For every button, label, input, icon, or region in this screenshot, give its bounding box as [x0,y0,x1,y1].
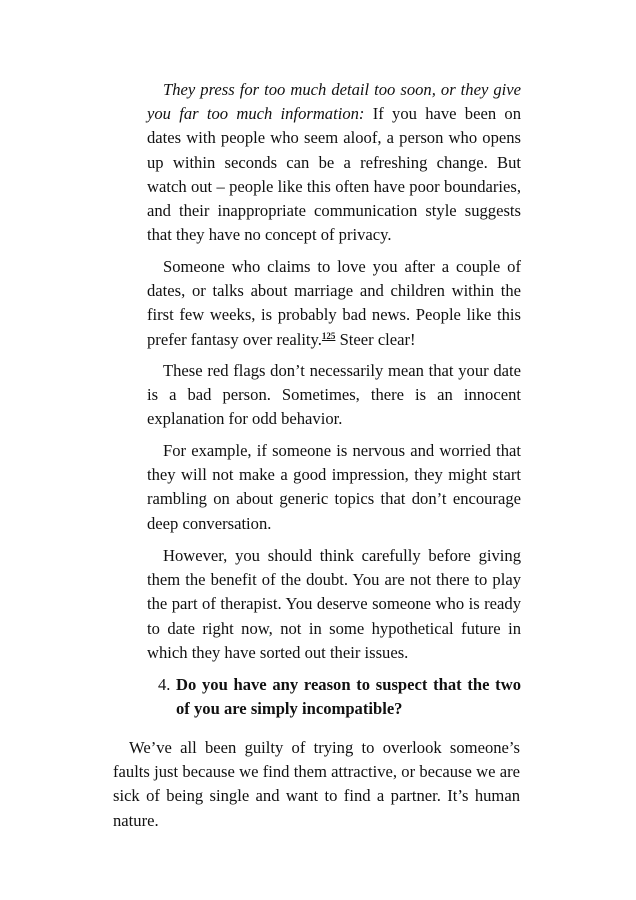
list-number: 4. [158,675,171,694]
paragraph-red-flags-caveat: These red flags don’t necessarily mean that your date is a bad person. Sometimes, there is an innocent explanation for odd behavior. [147,361,521,429]
paragraph-love-too-soon [147,255,521,352]
paragraph-body: If you have been on dates with people who seem aloof, a person who opens up within seconds can be a refreshing change. But watch out – people like this often have poor boundaries, and their inappropriate communication style suggests that they have no concept of privacy. [147,104,521,245]
footnote-reference[interactable]: 125 [321,330,336,341]
paragraph-nervous-example: For example, if someone is nervous and worried that they will not make a good impression, they might start rambling on about generic topics that don’t encourage deep conversation. [147,441,521,533]
list-question-text: Do you have any reason to suspect that the two of you are simply incompatible? [176,675,521,719]
paragraph-tail: Steer clear! [335,329,416,349]
numbered-question-item [147,673,521,721]
paragraph-red-flags-detail [147,78,521,247]
paragraph-benefit-of-doubt: However, you should think carefully before giving them the benefit of the doubt. You are not there to play the part of therapist. You deserve someone who is ready to date right now, not in some hypothetical future in which they have sorted out their issues. [147,546,521,662]
paragraph-overlook-faults: We’ve all been guilty of trying to overlook someone’s faults just because we find them attractive, or because we are sick of being single and want to find a partner. It’s human nature. [113,738,520,830]
paragraph-lead-in: They press for too much detail too soon, or they give you far too much information: [147,80,521,124]
paragraph-body: Someone who claims to love you after a couple of dates, or talks about marriage and children within the first few weeks, is probably bad news. People like this prefer fantasy over reality. [147,257,521,349]
